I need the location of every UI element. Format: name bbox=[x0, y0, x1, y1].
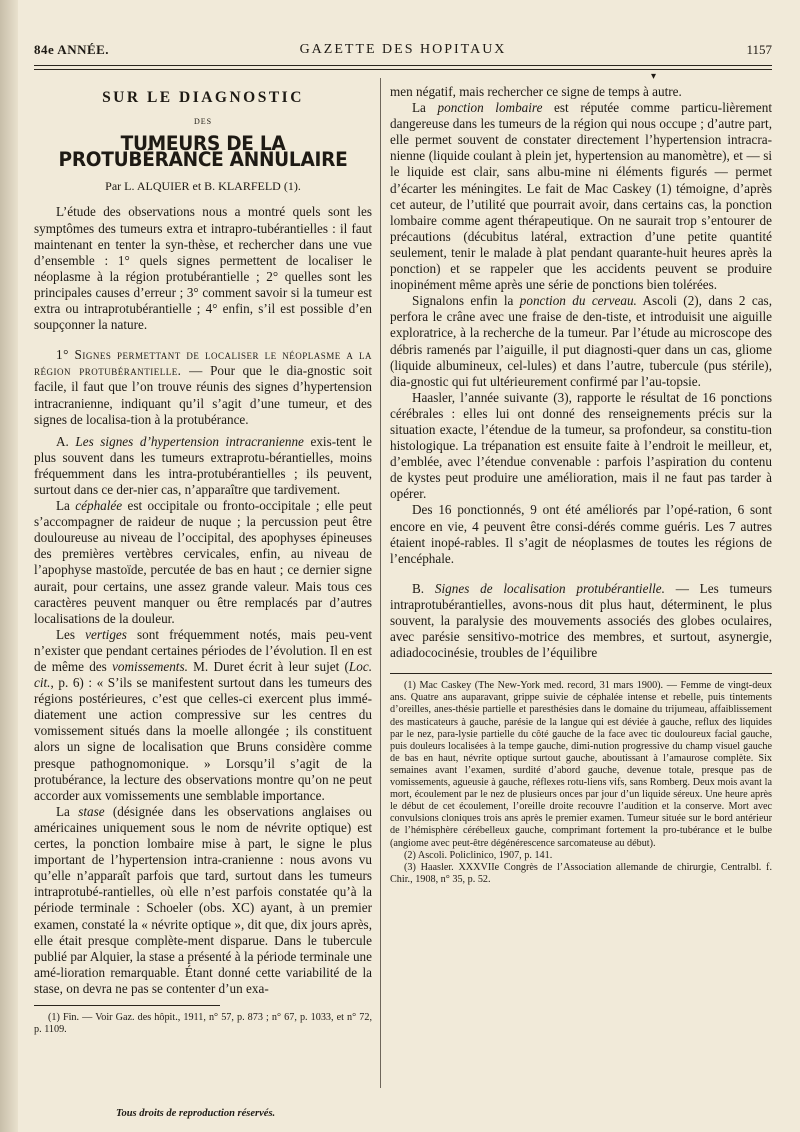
article-authors: Par L. ALQUIER et B. KLARFELD (1). bbox=[105, 179, 301, 194]
sectionA-label: A. bbox=[56, 433, 69, 449]
article-title: TUMEURS DE LA PROTUBÉRANCE ANNULAIRE bbox=[58, 132, 348, 172]
ponction-term: ponction lombaire bbox=[437, 100, 543, 116]
right-footnote-rule bbox=[390, 673, 772, 674]
vertiges-paragraph bbox=[34, 627, 372, 804]
sectionB-text: — Les tumeurs intraprotubérantielles, avons-nous dit plus haut, déterminent, le plus souvent, la paralysie des mouvements associés des globes oculaires, avec parésie sensitivo-motrice des membres, et surtout, asynergie, adiadococinésie, troubles de l’équilibre bbox=[390, 580, 772, 661]
cephalee-pre: La bbox=[56, 498, 76, 514]
footnote-3: (3) Haasler. XXXVIIe Congrès de l’Association allemande de chirurgie, Centralbl. f. Chir., 1908, n° 35, p. 52. bbox=[390, 861, 772, 885]
stase-term: stase bbox=[78, 803, 105, 819]
sectionB-paragraph bbox=[390, 581, 772, 661]
vertiges-pre: Les bbox=[56, 626, 86, 642]
section1-text: — Pour que le dia-gnostic soit facile, il faut que l’on trouve réunis des signes d’hypertension intracranienne, indiquant qu’il s’agit d’une tumeur, et des signes de localisa-tion à la protubérance. bbox=[34, 363, 372, 427]
cerveau-text: Ascoli (2), dans 2 cas, perfora le crâne avec une fraise de den-tiste, et introduisit une aiguille exploratrice, à la recherche de la tumeur. Par l’étude au microscope des débris ramenés par l’aiguille, il put diagnosti-quer dans un cas, gliome (liquide albumineux, cel-lules) et dans l’autre, tubercule (pus stérile), dia-gnostic qui fut ultérieurement confirmé par l’au-topsie. bbox=[390, 293, 772, 389]
stase-text: (désignée dans les observations anglaises ou américaines uniquement sous le nom de névrite optique) est certes, la ponction lombaire mise à part, le signe le plus important de l’hypertension intra-cranienne : nous avons vu qu’elle n’apparaît parfois que tard, surtout dans les tumeurs intraprotubé-rantielles, où elle n’est parfois constatée qu’à la période terminale : Schoeler (obs. XC) ayant, à un premier examen, constaté la « névrite optique », dit que, dix jours après, elle était presque complète-ment disparue. Dans le tubercule publié par Alquier, la stase a présenté à la période terminale une amé-lioration remarquable. Étant donné cette variabilité de la stase, on devra ne pas se contenter d’un exa- bbox=[34, 803, 372, 996]
ponction-paragraph bbox=[390, 100, 772, 293]
article-kicker: SUR LE DIAGNOSTIC bbox=[102, 89, 304, 106]
right-column bbox=[390, 84, 772, 886]
footnote-2: (2) Ascoli. Policlinico, 1907, p. 141. bbox=[404, 849, 553, 861]
loc-cit: Loc. cit. bbox=[34, 659, 372, 691]
sectionB-label: B. bbox=[412, 580, 425, 596]
page-number: 1157 bbox=[746, 42, 772, 57]
footnote-1: (1) Mac Caskey (The New-York med. record, 31 mars 1900). — Femme de vingt-deux ans. Quatre ans auparavant, grippe suivie de céphalée intense et rebelle, puis tintements d’oreilles, anes-thésie partielle et paresthésies dans le domaine du trijumeau, affaiblissement des masticateurs à gauche, parésie de la langue qui est déviée à gauche, reflux des liquides par le nez, para-lysie partielle du côté gauche de la face avec tic douloureux facial gauche, puis douleurs localisées à la tempe gauche, dimi-nution progressive du champ visuel gauche de bas en haut, névrite optique surtout gauche, aboutissant à l’amaurose complète. Six semaines avant l’examen, surdité d’abord gauche, devenue totale, presque pas de vomissements, agueusie à gauche, réflexes rotu-liens vifs, sans Romberg. Deux mois avant la mort, écoulement par le nez de plusieurs onces par jour d’un liquide séreux. Une heure après le début de cet écoulement, l’oreille droite recouvre l’audition et la conserve. Mort avec convulsions cloniques trois ans après le premier examen. Tumeur située sur le bord antérieur de l’hémisphère cérébelleux gauche, comprimant fortement la pro-tubérance et le bulbe (angiome avec peut-être dégénérescence sarcomateuse au début). bbox=[390, 680, 772, 849]
article-des: DES bbox=[193, 117, 213, 127]
haasler-paragraph: Haasler, l’année suivante (3), rapporte le résultat de 16 ponctions cérébrales : elles lui ont donné des renseignements précis sur la situation exacte, l’étendue de la tumeur, sa profondeur, sa constitu-tion histologique. La trépanation est ensuite faite à l’endroit le meilleur, et, d’emblée, avec l’étendue convenable : parfois l’aspiration du contenu de kystes peut produire une amélioration, mais il ne faut pas tarder à opérer. bbox=[390, 389, 772, 502]
section1-paragraph bbox=[34, 347, 372, 427]
footnote-fin: (1) Fin. — Voir Gaz. des hôpit., 1911, n° 57, p. 873 ; n° 67, p. 1033, et n° 72, p. 1109. bbox=[34, 1011, 372, 1036]
duret-text: M. Duret écrit à leur sujet ( bbox=[187, 659, 349, 674]
edition-label: 84e ANNÉE. bbox=[34, 42, 110, 57]
ponction-text: est réputée comme particu-lièrement dangereuse dans les tumeurs de la région qui nous occupe ; d’autre part, elle permet souvent de constater directement l’hypertension intracra-nienne (liquide coulant à plein jet, hypertension au manomètre), et — si le liquide est clair, sans albu-mine ni éléments figurés — permet d’écarter les méningites. Le fait de Mac Caskey (1) témoigne, d’après cet auteur, de l’utilité que pourrait avoir, dans certains cas, la ponction lombaire comme agent thérapeutique. On ne saurait trop s’entourer de précautions (décubitus latéral, extraction d’une petite quantité seulement, tenir le malade à plat pendant quarante-huit heures après la ponction) et se rappeler que les accidents peuvent se produire inopinément même après une série de ponctions bien tolérées. bbox=[390, 100, 772, 293]
results-paragraph: Des 16 ponctionnés, 9 ont été améliorés par l’opé-ration, 6 sont encore en vie, 4 peuvent être consi-dérés comme guéris. Les 7 autres étaient inopé-rables. Il s’agit de néoplasmes de toutes les régions de l’encéphale. bbox=[390, 502, 772, 566]
cephalee-paragraph bbox=[34, 498, 372, 627]
right-continuation: men négatif, mais rechercher ce signe de temps à autre. bbox=[390, 84, 682, 99]
left-footnote-rule bbox=[34, 1005, 220, 1006]
page-edge-shadow bbox=[0, 0, 18, 1132]
sectionA-paragraph bbox=[34, 434, 372, 498]
header-rule-thin bbox=[34, 69, 772, 70]
stase-paragraph bbox=[34, 804, 372, 997]
left-footnotes bbox=[34, 1012, 372, 1036]
vertiges-text: sont fréquemment notés, mais peu-vent n’exister que pendant certaines périodes de l’évolution. Il en est de même des bbox=[34, 626, 372, 674]
cephalee-text: est occipitale ou fronto-occipitale ; elle peut s’accompagner de raideur de nuque ; la percussion peut être douloureuse au niveau de l’occipital, des apophyses épineuses des premières vertèbres cervicales, enfin, au niveau de l’apophyse mastoïde, percutée de bas en haut ; ce dernier signe aurait, pour certains, une assez grande valeur. Mais tous ces caractères peuvent manquer ou être remplacés par d’autres localisations de la douleur. bbox=[34, 498, 372, 626]
cerveau-paragraph bbox=[390, 293, 772, 390]
duret-quote: , p. 6) : « S’ils se manifestent surtout dans les tumeurs des régions postérieures, c’est que celles-ci exercent plus immé-diatement une action compressive sur les centres du vomissement situés dans la moelle allongée ; ils constituent alors un signe de localisation que Bruns considère comme presque pathognomonique. » Lorsqu’il s’agit de la protubérance, la lecture des observations montre qu’on ne peut accorder aux vomissements une semblable importance. bbox=[34, 675, 372, 803]
cerveau-pre: Signalons enfin la bbox=[412, 293, 520, 309]
sectionA-text: exis-tent le plus souvent dans les tumeurs extraprotu-bérantielles, moins fréquemment dans les intra-protubérantielles ; ils peuvent, surtout dans ce der-nier cas, n’apparaître que tardivement. bbox=[34, 433, 372, 497]
section1-heading: 1° Signes permettant de localiser le néoplasme a la région protubérantielle. bbox=[34, 347, 372, 379]
stase-pre: La bbox=[56, 803, 79, 819]
column-marker: ▾ bbox=[651, 71, 657, 82]
ponction-pre: La bbox=[412, 100, 438, 116]
header-rule-thick bbox=[34, 65, 772, 66]
cerveau-term: ponction du cerveau. bbox=[519, 293, 637, 309]
running-header bbox=[34, 42, 772, 60]
vertiges-term: vertiges bbox=[85, 626, 127, 642]
cephalee-term: céphalée bbox=[75, 498, 123, 514]
left-column bbox=[34, 84, 372, 1036]
sectionA-heading: Les signes d’hypertension intracranienne bbox=[75, 433, 304, 449]
vomissements-term: vomissements. bbox=[112, 659, 188, 674]
column-divider bbox=[380, 78, 381, 1088]
sectionB-heading: Signes de localisation protubérantielle. bbox=[434, 580, 665, 596]
journal-title: GAZETTE DES HOPITAUX bbox=[299, 42, 507, 57]
page-footer: Tous droits de reproduction réservés. bbox=[116, 1108, 276, 1119]
intro-paragraph: L’étude des observations nous a montré quels sont les symptômes des tumeurs extra et intrapro-tubérantielles : il faut maintenant en tenter la syn-thèse, et rechercher dans une vue d’ensemble : 1° quels signes permettent de localiser le néoplasme à la région protubérantielle ; 2° quelles sont les principales causes d’erreur ; 3° comment savoir si la tumeur est extra ou intraprotubérantielle ; 4° enfin, s’il est possible d’en soupçonner la nature. bbox=[34, 204, 372, 333]
right-footnotes bbox=[390, 680, 772, 886]
